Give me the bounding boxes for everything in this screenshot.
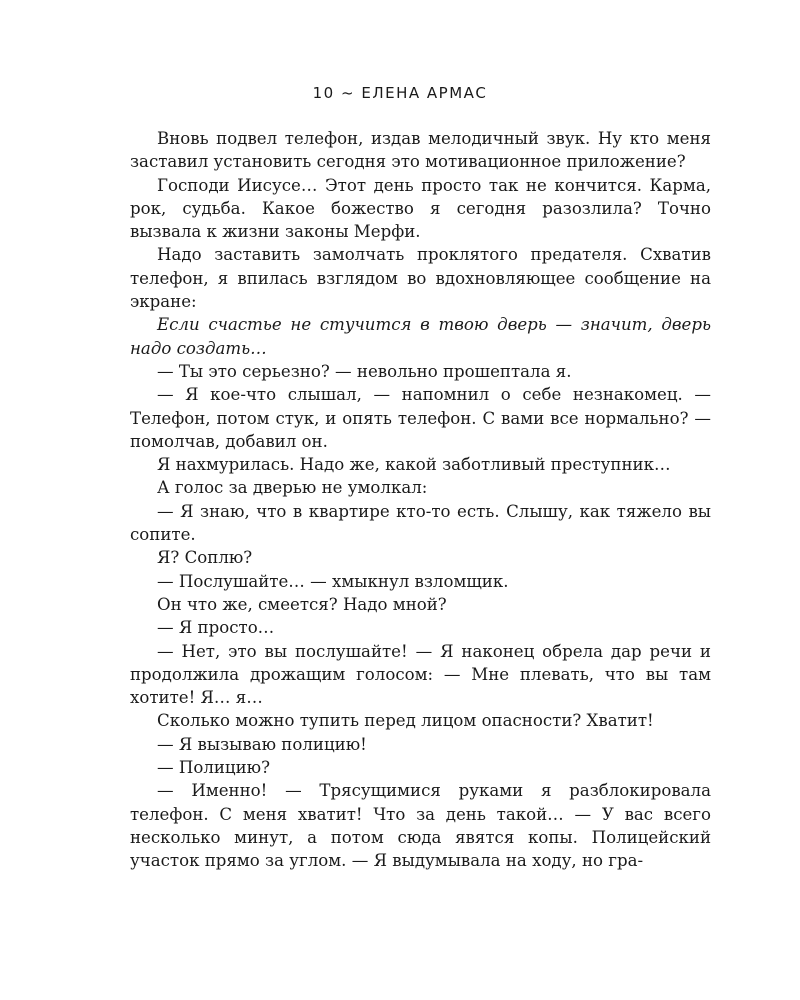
paragraph: — Нет, это вы послушайте! — Я наконец обрела дар речи и продолжила дрожащим голосом: — Мне плевать, что вы там хотите! Я… я… <box>130 641 711 708</box>
paragraph: Он что же, смеется? Надо мной? <box>157 594 447 614</box>
paragraph: Я нахмурилась. Надо же, какой заботливый преступник… <box>157 455 671 475</box>
paragraph: — Полицию? <box>157 758 271 778</box>
body-text <box>130 127 711 873</box>
paragraph: Если счастье не стучится в твою дверь — значит, дверь надо создать… <box>130 315 711 358</box>
header-separator: ~ <box>340 84 356 102</box>
paragraph: — Именно! — Трясущимися руками я разблокировала телефон. С меня хватит! Что за день такой… — У вас всего несколько минут, а потом сюда явятся копы. Полицейский участок прямо за углом. — Я выдумывала на ходу, но гра- <box>130 781 711 871</box>
paragraph: — Я кое-что слышал, — напомнил о себе незнакомец. — Телефон, потом стук, и опять телефон. С вами все нормально? — помолчав, добавил он. <box>130 385 711 451</box>
paragraph: Надо заставить замолчать проклятого предателя. Схватив телефон, я впилась взглядом во вдохновляющее сообщение на экране: <box>130 245 711 312</box>
page-number: 10 <box>312 84 335 102</box>
paragraph: — Ты это серьезно? — невольно прошептала я. <box>157 361 572 381</box>
paragraph: — Я знаю, что в квартире кто-то есть. Слышу, как тяжело вы сопите. <box>130 501 711 545</box>
paragraph: Сколько можно тупить перед лицом опасности? Хватит! <box>157 711 654 731</box>
author-name: ЕЛЕНА АРМАС <box>361 84 488 102</box>
paragraph: Я? Соплю? <box>157 548 253 568</box>
running-head <box>0 84 800 102</box>
paragraph: Вновь подвел телефон, издав мелодичный звук. Ну кто меня заставил установить сегодня это мотивационное приложение? <box>130 129 711 172</box>
paragraph: — Послушайте… — хмыкнул взломщик. <box>157 571 509 591</box>
paragraph: — Я вызываю полицию! <box>157 734 367 754</box>
paragraph: Господи Иисусе… Этот день просто так не кончится. Карма, рок, судьба. Какое божество я сегодня разозлила? Точно вызвала к жизни законы Мерфи. <box>130 175 711 242</box>
paragraph: — Я просто… <box>157 618 275 638</box>
paragraph: А голос за дверью не умолкал: <box>157 478 428 498</box>
